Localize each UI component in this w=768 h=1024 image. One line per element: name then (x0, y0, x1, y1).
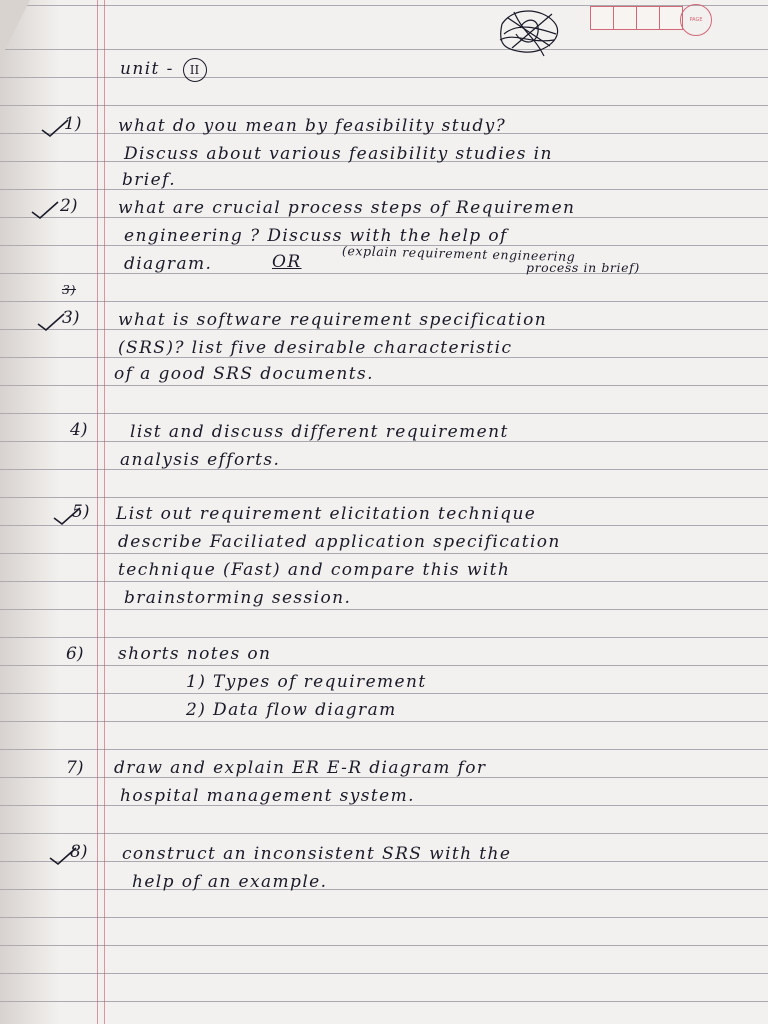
crossed-number: 3) (62, 282, 77, 297)
check-mark (30, 200, 60, 220)
unit-heading (120, 58, 207, 82)
page-shadow (0, 0, 60, 1024)
margin-line (104, 0, 105, 1024)
question-number: 2) (60, 196, 78, 216)
question-line: diagram. (124, 254, 213, 274)
question-line: of a good SRS documents. (114, 364, 374, 384)
question-line: hospital management system. (120, 786, 415, 806)
or-label: OR (272, 252, 302, 272)
margin-line (97, 0, 98, 1024)
question-line: List out requirement elicitation technique (116, 504, 537, 524)
question-line: list and discuss different requirement (130, 422, 509, 442)
folded-corner (0, 0, 30, 60)
sub-item: 2) Data flow diagram (186, 700, 397, 720)
question-line: engineering ? Discuss with the help of (124, 226, 508, 246)
alt-question-line: (explain requirement engineering (341, 242, 576, 265)
unit-label: unit - (120, 59, 174, 79)
date-boxes (590, 6, 682, 30)
question-line: technique (Fast) and compare this with (118, 560, 511, 580)
question-number: 5) (72, 502, 90, 522)
question-line: brainstorming session. (124, 588, 352, 608)
question-line: (SRS)? list five desirable characteristic (118, 338, 513, 358)
question-line: construct an inconsistent SRS with the (122, 844, 512, 864)
question-line: help of an example. (132, 872, 328, 892)
question-line: shorts notes on (118, 644, 272, 664)
sub-item: 1) Types of requirement (186, 672, 427, 692)
question-line: what are crucial process steps of Requiremen (118, 198, 576, 218)
question-number: 4) (70, 420, 88, 440)
scribble-stamp (494, 4, 564, 60)
question-number: 8) (70, 842, 88, 862)
alt-question-line: process in brief) (526, 260, 640, 275)
unit-number: II (183, 58, 207, 82)
question-line: Discuss about various feasibility studies in (124, 144, 553, 164)
question-line: analysis efforts. (120, 450, 281, 470)
question-line: what do you mean by feasibility study? (118, 116, 507, 136)
question-line: draw and explain ER E-R diagram for (114, 758, 487, 778)
question-number: 1) (64, 114, 82, 134)
page-number-circle: PAGE (680, 4, 712, 36)
question-number: 7) (66, 758, 84, 778)
question-line: describe Faciliated application specification (118, 532, 561, 552)
question-line: brief. (122, 170, 176, 190)
question-number: 6) (66, 644, 84, 664)
question-number: 3) (62, 308, 80, 328)
question-line: what is software requirement specification (118, 310, 548, 330)
